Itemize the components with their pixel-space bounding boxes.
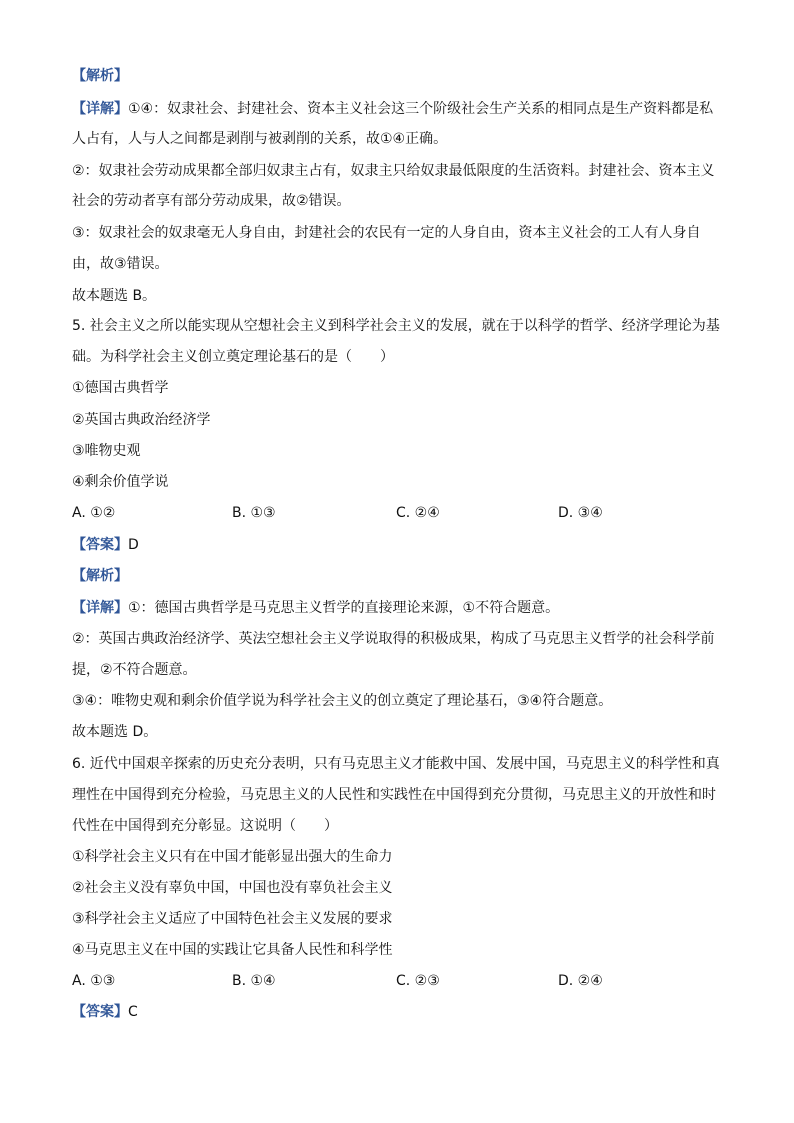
question-5-detail-2-cont: 提，②不符合题意。 [72,662,197,678]
analysis-header: 【解析】 [72,68,128,84]
question-5-stem: 5. 社会主义之所以能实现从空想社会主义到科学社会主义的发展，就在于以科学的哲学、经济学理论为基 [72,318,720,334]
question-5-answer: 【答案】D [72,537,139,553]
question-6-item-2: ②社会主义没有辜负中国，中国也没有辜负社会主义 [72,880,393,896]
question-5-option-b: B. ①③ [232,505,276,521]
question-6-option-d: D. ②④ [558,973,603,989]
question-5-detail-1: 【详解】①：德国古典哲学是马克思主义哲学的直接理论来源，①不符合题意。 [72,600,560,616]
answer-tag: 【答案】 [72,1004,128,1020]
question-6-option-b: B. ①④ [232,973,276,989]
detail-paragraph-1: 【详解】①④：奴隶社会、封建社会、资本主义社会这三个阶级社会生产关系的相同点是生产资料都是私 [72,101,714,117]
question-6-stem-cont-1: 理性在中国得到充分检验，马克思主义的人民性和实践性在中国得到充分贯彻，马克思主义的开放性和时 [72,787,716,803]
question-5-item-4: ④剩余价值学说 [72,474,169,490]
question-6-item-1: ①科学社会主义只有在中国才能彰显出强大的生命力 [72,849,393,865]
question-6-answer: 【答案】C [72,1004,138,1020]
conclusion-line: 故本题选 B。 [72,288,157,304]
question-6-option-c: C. ②③ [396,973,440,989]
question-6-item-3: ③科学社会主义适应了中国特色社会主义发展的要求 [72,911,393,927]
question-6-option-a: A. ①③ [72,973,116,989]
detail-paragraph-3-cont: 由，故③错误。 [72,256,169,272]
question-5-item-1: ①德国古典哲学 [72,380,169,396]
detail-paragraph-2: ②：奴隶社会劳动成果都全部归奴隶主占有，奴隶主只给奴隶最低限度的生活资料。封建社会、资本主义 [72,163,715,179]
question-5-option-d: D. ③④ [558,505,603,521]
question-5-detail-2: ②：英国古典政治经济学、英法空想社会主义学说取得的积极成果，构成了马克思主义哲学的社会科学前 [72,631,715,647]
question-5-item-3: ③唯物史观 [72,443,141,459]
question-6-stem: 6. 近代中国艰辛探索的历史充分表明，只有马克思主义才能救中国、发展中国，马克思主义的科学性和真 [72,756,720,772]
question-6-stem-cont-2: 代性在中国得到充分彰显。这说明（ ） [72,818,338,834]
detail-tag: 【详解】 [72,600,128,616]
question-5-option-a: A. ①② [72,505,116,521]
detail-paragraph-1-cont: 人占有，人与人之间都是剥削与被剥削的关系，故①④正确。 [72,131,448,147]
question-5-analysis-header: 【解析】 [72,568,128,584]
question-5-detail-3: ③④：唯物史观和剩余价值学说为科学社会主义的创立奠定了理论基石，③④符合题意。 [72,693,613,709]
detail-tag: 【详解】 [72,101,128,117]
detail-paragraph-2-cont: 社会的劳动者享有部分劳动成果，故②错误。 [72,193,351,209]
detail-paragraph-3: ③：奴隶社会的奴隶毫无人身自由，封建社会的农民有一定的人身自由，资本主义社会的工人有人身自 [72,225,701,241]
question-5-conclusion: 故本题选 D。 [72,724,158,740]
answer-tag: 【答案】 [72,537,128,553]
question-5-item-2: ②英国古典政治经济学 [72,412,211,428]
question-5-stem-cont: 础。为科学社会主义创立奠定理论基石的是（ ） [72,349,394,365]
question-5-option-c: C. ②④ [396,505,440,521]
question-6-item-4: ④马克思主义在中国的实践让它具备人民性和科学性 [72,942,393,958]
